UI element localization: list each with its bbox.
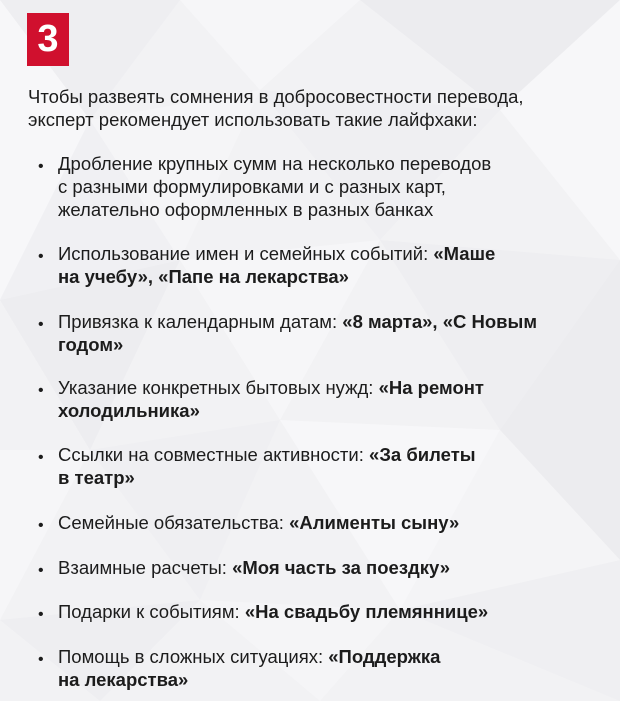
tip-text bbox=[58, 556, 598, 579]
intro-line: Чтобы развеять сомнения в добросовестности перевода, bbox=[28, 86, 524, 107]
tip-text-segment: Помощь в сложных ситуациях: bbox=[58, 646, 329, 667]
tip-text-segment: Ссылки на совместные активности: bbox=[58, 444, 370, 465]
tip-example-bold: «Поддержка bbox=[328, 646, 441, 667]
tip-text-segment: желательно оформленных в разных банках bbox=[58, 199, 434, 220]
tip-text-segment: Дробление крупных сумм на несколько переводов bbox=[58, 153, 492, 174]
badge-number: 3 bbox=[37, 18, 59, 60]
tip-text-segment: Использование имен и семейных событий: bbox=[58, 243, 434, 264]
intro-line: эксперт рекомендует использовать такие лайфхаки: bbox=[28, 109, 478, 130]
tip-example-bold: годом» bbox=[58, 334, 124, 355]
tip-text-segment: Привязка к календарным датам: bbox=[58, 311, 343, 332]
intro-paragraph bbox=[28, 85, 608, 131]
tip-text-segment: Семейные обязательства: bbox=[58, 512, 290, 533]
bullet-icon: • bbox=[38, 449, 44, 466]
tip-text bbox=[58, 600, 598, 623]
tip-example-bold: в театр» bbox=[58, 467, 135, 488]
tip-text bbox=[58, 376, 598, 422]
bullet-icon: • bbox=[38, 158, 44, 175]
bullet-icon: • bbox=[38, 562, 44, 579]
bullet-icon: • bbox=[38, 316, 44, 333]
tip-example-bold: «На свадьбу племяннице» bbox=[244, 601, 489, 622]
tip-text-segment: Указание конкретных бытовых нужд: bbox=[58, 377, 379, 398]
tip-text bbox=[58, 443, 598, 489]
tip-example-bold: «Маше bbox=[433, 243, 496, 264]
tip-example-bold: «Алименты сыну» bbox=[289, 512, 460, 533]
bullet-icon: • bbox=[38, 606, 44, 623]
number-badge bbox=[27, 13, 69, 66]
tip-example-bold: «За билеты bbox=[369, 444, 476, 465]
bullet-icon: • bbox=[38, 248, 44, 265]
tip-text bbox=[58, 152, 598, 221]
tip-example-bold: на учебу», «Папе на лекарства» bbox=[58, 266, 349, 287]
tip-text bbox=[58, 310, 598, 356]
tip-text-segment: Взаимные расчеты: bbox=[58, 557, 233, 578]
tip-text-segment: с разными формулировками и с разных карт, bbox=[58, 176, 446, 197]
tip-example-bold: «Моя часть за поездку» bbox=[232, 557, 451, 578]
bullet-icon: • bbox=[38, 382, 44, 399]
bullet-icon: • bbox=[38, 651, 44, 668]
tip-text bbox=[58, 242, 598, 288]
tip-text-segment: Подарки к событиям: bbox=[58, 601, 245, 622]
bullet-icon: • bbox=[38, 517, 44, 534]
tip-example-bold: «На ремонт bbox=[378, 377, 484, 398]
tip-text bbox=[58, 645, 598, 691]
tip-text bbox=[58, 511, 598, 534]
tip-example-bold: «8 марта», «С Новым bbox=[342, 311, 538, 332]
tip-example-bold: холодильника» bbox=[58, 400, 200, 421]
tip-example-bold: на лекарства» bbox=[58, 669, 189, 690]
